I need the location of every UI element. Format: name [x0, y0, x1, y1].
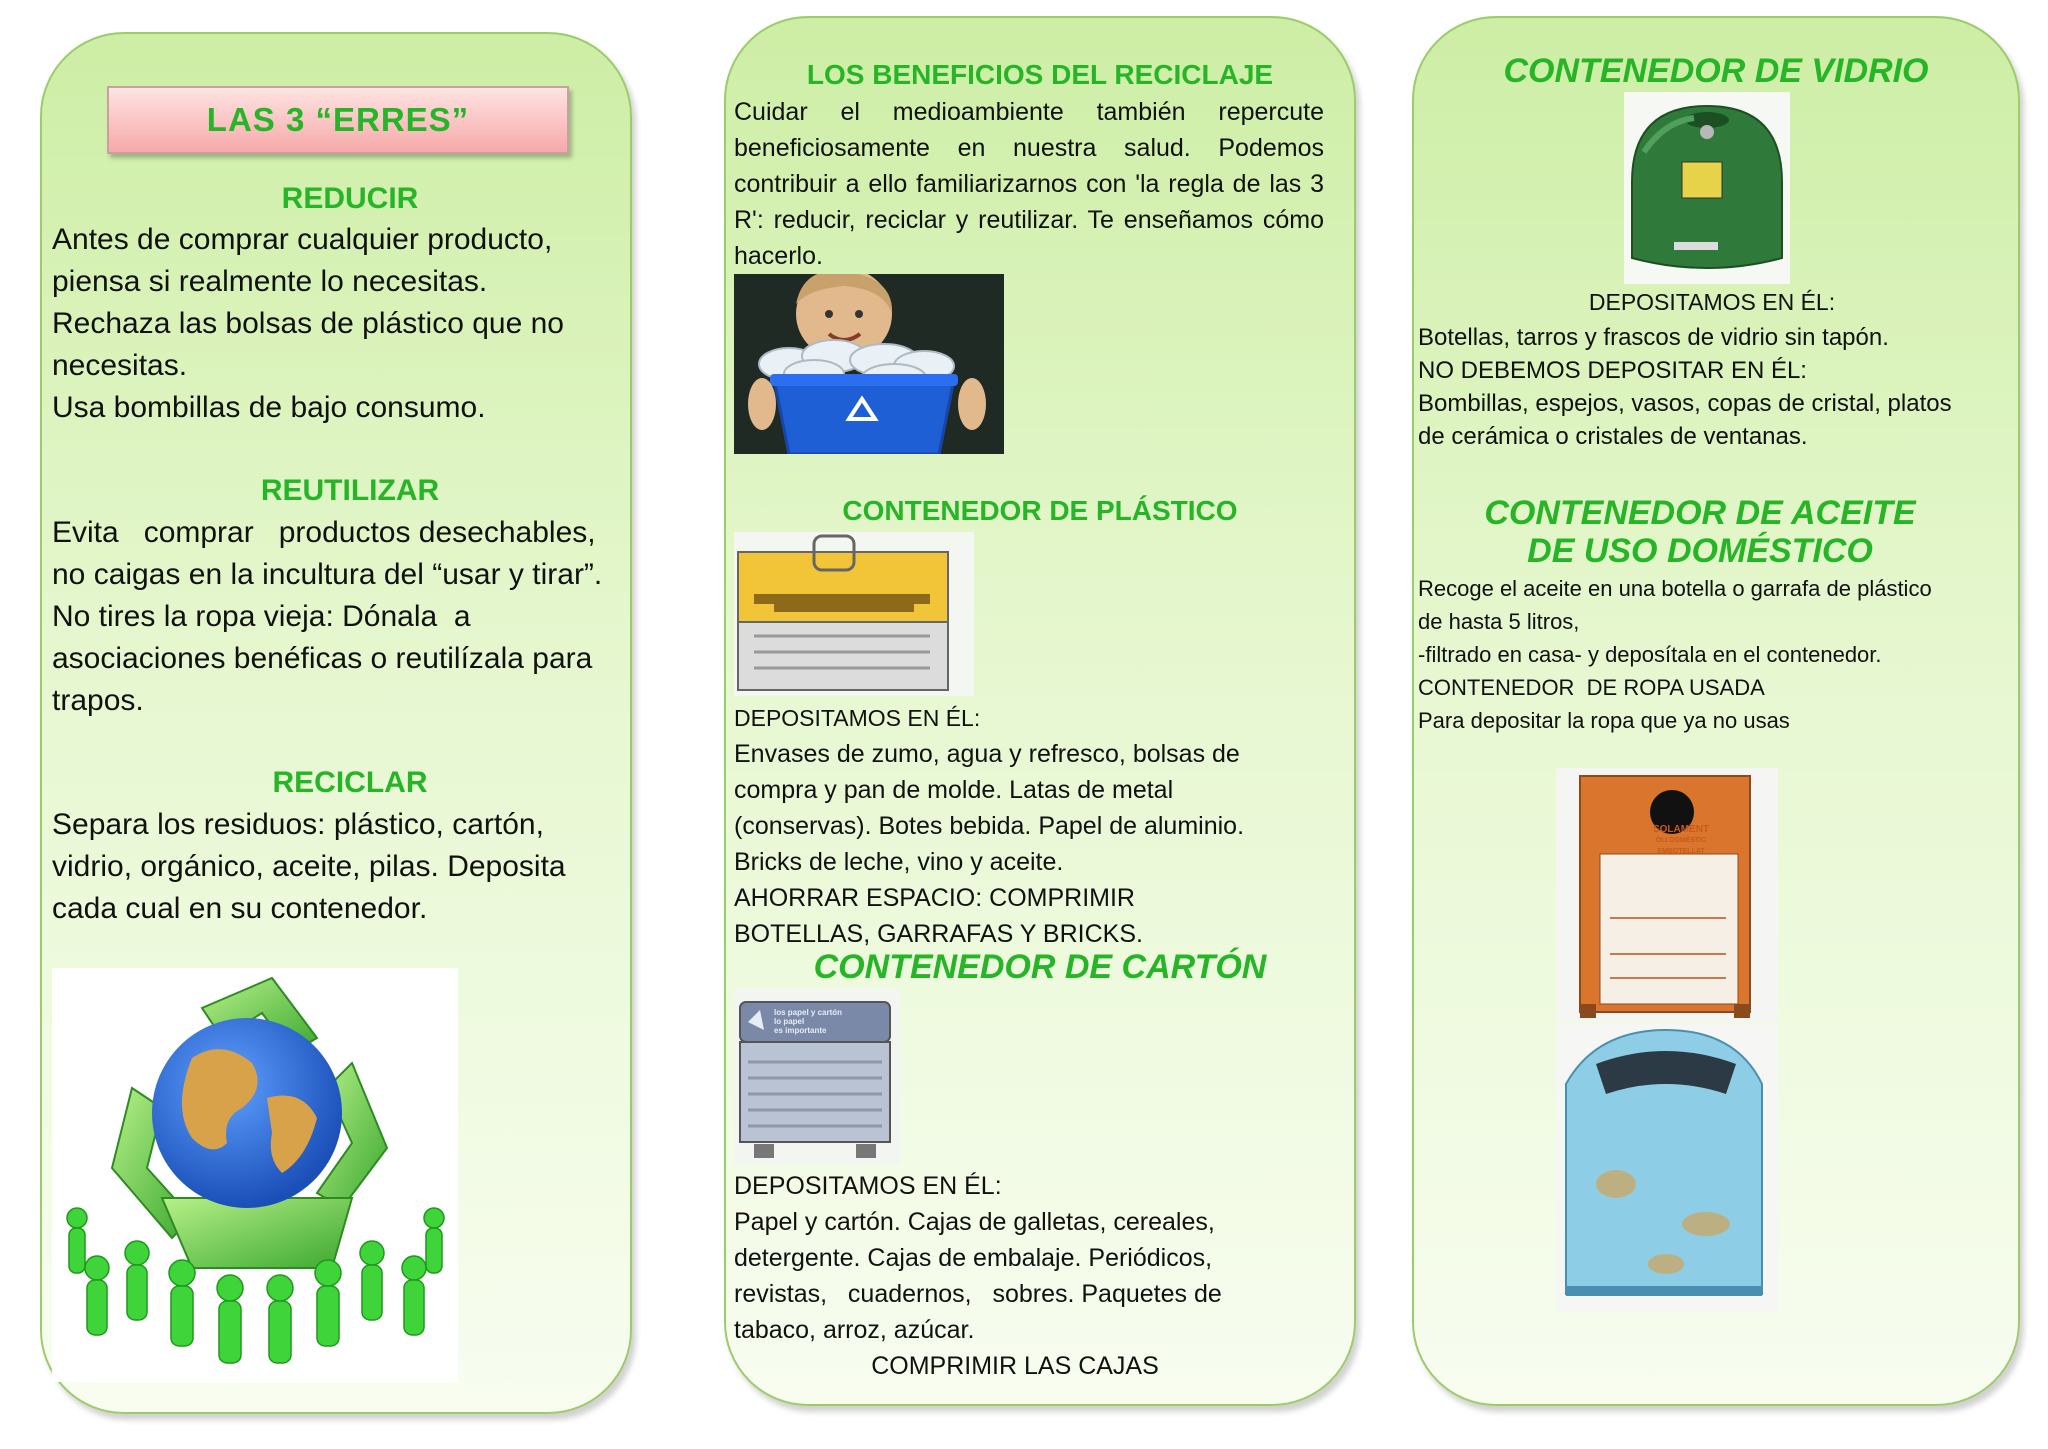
text-contenedor-carton: DEPOSITAMOS EN ÉL: Papel y cartón. Cajas de galletas, cereales, detergente. Cajas de embalaje. Periódicos, revistas, cuadernos, sobres. Paquetes de tabaco, arroz, azúcar.: [734, 1172, 1222, 1344]
bin-carton-label-1: los papel y cartón: [774, 1008, 843, 1017]
recycling-globe-image: [52, 968, 458, 1382]
text-reducir: Antes de comprar cualquier producto, piensa si realmente lo necesitas. Rechaza las bolsas de plástico que no necesitas. Usa bombillas de bajo consumo.: [52, 223, 564, 424]
blue-clothing-container-image: [1556, 1024, 1778, 1312]
blue-cardboard-container-image: [734, 988, 900, 1164]
yellow-plastic-container-image: [734, 532, 974, 696]
heading-contenedor-carton: CONTENEDOR DE CARTÓN: [813, 948, 1267, 986]
bin-oil-label-3: EMBOTELLAT: [1657, 848, 1705, 855]
text-reutilizar: Evita comprar productos desechables, no caigas en la incultura del “usar y tirar”. No tires la ropa vieja: Dónala a asociaciones benéficas o reutilízala para trapos.: [52, 516, 603, 717]
bin-oil-label-2: OLI DOMÈSTIC: [1655, 837, 1707, 844]
heading-contenedor-plastico: CONTENEDOR DE PLÁSTICO: [842, 495, 1238, 526]
text-reciclar: Separa los residuos: plástico, cartón, vidrio, orgánico, aceite, pilas. Deposita cada cual en su contenedor.: [52, 808, 566, 925]
orange-oil-container-image: [1556, 768, 1778, 1022]
bin-carton-label-3: es importante: [774, 1026, 827, 1035]
text-contenedor-plastico: DEPOSITAMOS EN ÉL: Envases de zumo, agua y refresco, bolsas de compra y pan de molde. Latas de metal (conservas). Botes bebida. Papel de aluminio. Bricks de leche, vino y aceite. AHORRAR ESPACIO: COMPRIMIR BOTELLAS, GARRAFAS Y BRICKS.: [734, 705, 1245, 948]
text-beneficios: Cuidar el medioambiente también repercute beneficiosamente en nuestra salud. Podemos contribuir a ello familiarizarnos con 'la regla de las 3 R': reducir, reciclar y reutilizar. Te enseñamos cómo hacerlo.: [734, 98, 1324, 270]
heading-reciclar: RECICLAR: [272, 766, 428, 799]
title-las-3-erres: LAS 3 “ERRES”: [107, 86, 569, 154]
bin-oil-label-1: SOLAMENT: [1652, 824, 1710, 835]
text-vidrio-depositamos: DEPOSITAMOS EN ÉL:: [1588, 289, 1836, 315]
heading-beneficios: LOS BENEFICIOS DEL RECICLAJE: [806, 59, 1274, 90]
girl-recycling-bin-image: [734, 274, 1004, 454]
heading-contenedor-aceite: CONTENEDOR DE ACEITE DE USO DOMÉSTICO: [1484, 494, 1916, 570]
text-contenedor-aceite: Recoge el aceite en una botella o garrafa de plástico de hasta 5 litros, -filtrado en casa- y deposítala en el contenedor. CONTENEDOR DE ROPA USADA Para depositar la ropa que ya no usas: [1418, 576, 1932, 733]
green-glass-container-image: [1624, 92, 1790, 284]
heading-reutilizar: REUTILIZAR: [260, 474, 440, 507]
bin-carton-label-2: lo papel: [774, 1017, 805, 1026]
heading-contenedor-vidrio: CONTENEDOR DE VIDRIO: [1503, 52, 1929, 90]
text-contenedor-vidrio: Botellas, tarros y frascos de vidrio sin tapón. NO DEBEMOS DEPOSITAR EN ÉL: Bombillas, espejos, vasos, copas de cristal, platos de cerámica o cristales de ventanas.: [1418, 324, 1952, 450]
text-comprimir-cajas: COMPRIMIR LAS CAJAS: [871, 1352, 1159, 1380]
heading-reducir: REDUCIR: [281, 182, 419, 215]
